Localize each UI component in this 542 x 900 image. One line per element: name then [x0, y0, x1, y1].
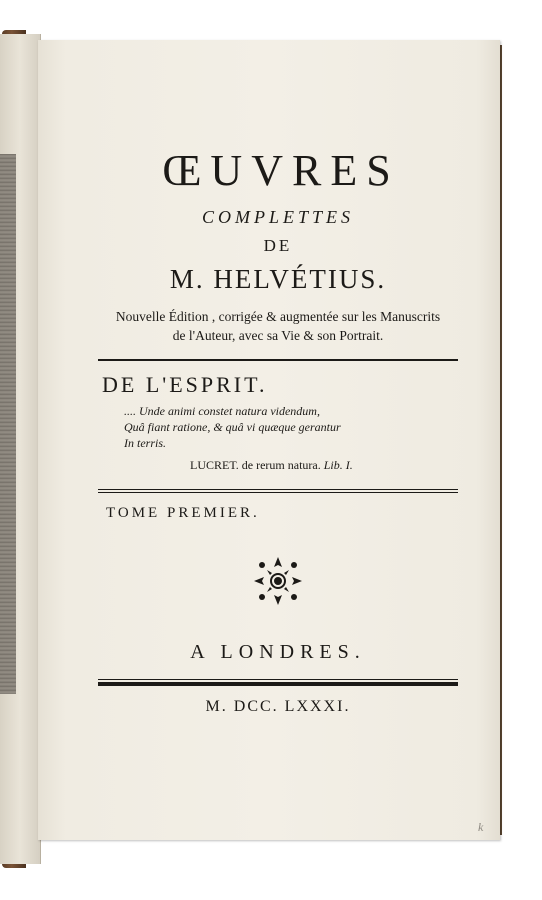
- epigraph-line: Quâ fiant ratione, & quâ vi quæque gerantur: [124, 420, 341, 434]
- frontispiece-engraving: [0, 154, 16, 694]
- thick-double-rule: [98, 679, 458, 686]
- main-title: ŒUVRES: [162, 146, 400, 195]
- epigraph-line: In terris.: [124, 436, 166, 450]
- rule-line: [98, 359, 458, 361]
- epigraph-source: [98, 457, 458, 473]
- author-name: M. HELVÉTIUS.: [169, 264, 387, 294]
- top-rule: [98, 359, 458, 361]
- epigraph: [98, 403, 458, 451]
- volume-label: TOME PREMIER.: [106, 505, 260, 521]
- rule-line: [98, 489, 458, 490]
- frontispiece-page: [0, 34, 41, 864]
- source-author: LUCRET.: [190, 458, 239, 472]
- source-work: de rerum natura.: [241, 458, 321, 472]
- title-page-content: [98, 145, 458, 718]
- de-line: DE: [263, 236, 293, 255]
- rule-line: [98, 682, 458, 686]
- rule-line: [98, 679, 458, 680]
- imprint-year: M. DCC. LXXXI.: [205, 698, 351, 715]
- rule-line: [98, 492, 458, 493]
- work-title: DE L'ESPRIT.: [102, 372, 268, 397]
- source-book: Lib. I.: [323, 458, 353, 472]
- edition-statement: Nouvelle Édition , corrigée & augmentée sur les Manuscrits de l'Auteur, avec sa Vie & son Portrait.: [115, 309, 441, 343]
- subtitle: COMPLETTES: [201, 207, 355, 227]
- double-rule: [98, 489, 458, 493]
- epigraph-line: .... Unde animi constet natura videndum,: [124, 404, 320, 418]
- pencil-mark: k: [478, 820, 484, 834]
- floral-fleuron-icon: [250, 553, 306, 609]
- imprint-place: A LONDRES.: [190, 641, 366, 663]
- title-page: [38, 40, 500, 840]
